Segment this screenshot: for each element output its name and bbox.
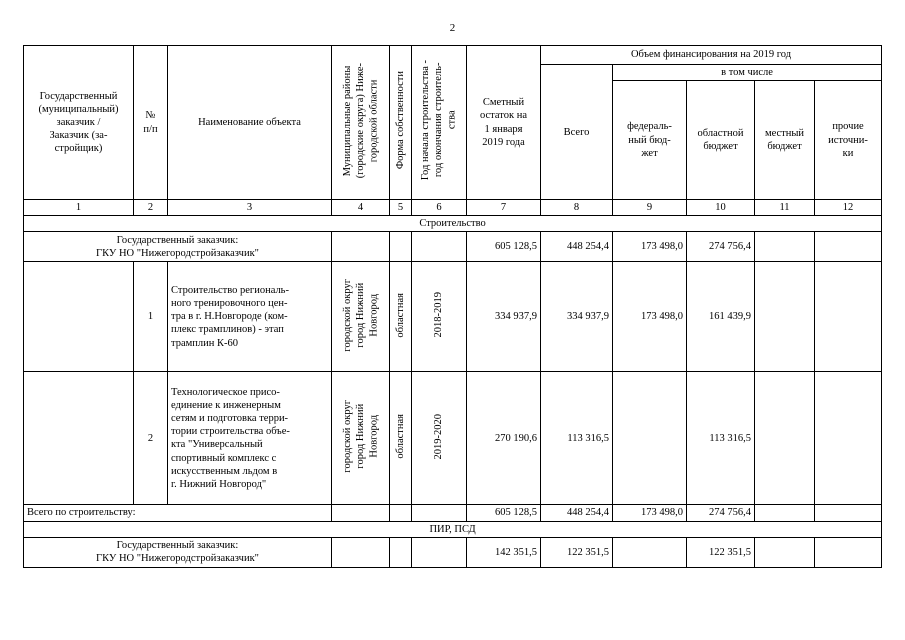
customer-estimate: 605 128,5 bbox=[467, 232, 541, 262]
customer-label: Государственный заказчик: ГКУ НО "Нижегородстройзаказчик" bbox=[24, 232, 332, 262]
construction-total-total: 448 254,4 bbox=[541, 505, 613, 521]
object-district: городской округ город Нижний Новгород bbox=[341, 278, 380, 352]
section-row bbox=[24, 521, 882, 537]
header-including: в том числе bbox=[613, 65, 882, 81]
header-federal: федераль- ный бюд- жет bbox=[613, 81, 687, 200]
object-number: 2 bbox=[134, 372, 168, 505]
design-customer-total: 122 351,5 bbox=[541, 537, 613, 567]
section-construction: Строительство bbox=[24, 216, 882, 232]
header-estimate: Сметный остаток на 1 января 2019 года bbox=[467, 46, 541, 200]
page-number: 2 bbox=[449, 22, 456, 34]
header-years-cell bbox=[412, 46, 467, 200]
object-federal bbox=[613, 372, 687, 505]
construction-total-regional: 274 756,4 bbox=[687, 505, 755, 521]
total-row bbox=[24, 505, 882, 521]
object-total: 113 316,5 bbox=[541, 372, 613, 505]
construction-total-federal: 173 498,0 bbox=[613, 505, 687, 521]
construction-total-estimate: 605 128,5 bbox=[467, 505, 541, 521]
customer-row bbox=[24, 537, 882, 567]
financing-table bbox=[23, 45, 882, 568]
header-total: Всего bbox=[541, 65, 613, 200]
table-row bbox=[24, 372, 882, 505]
header-districts-cell bbox=[332, 46, 390, 200]
object-number: 1 bbox=[134, 262, 168, 372]
section-row bbox=[24, 216, 882, 232]
header-object-name: Наименование объекта bbox=[168, 46, 332, 200]
header-financing: Объем финансирования на 2019 год bbox=[541, 46, 882, 65]
header-ownership: Форма собственности bbox=[394, 71, 406, 170]
object-total: 334 937,9 bbox=[541, 262, 613, 372]
object-district: городской округ город Нижний Новгород bbox=[341, 400, 380, 473]
customer-federal: 173 498,0 bbox=[613, 232, 687, 262]
object-name: Строительство региональ- ного тренировочного цен- тра в г. Н.Новгороде (ком- плекс трамплинов) - этап трамплин К-60 bbox=[168, 262, 332, 372]
header-districts: Муниципальные районы (городские округа) Ниже- городской области bbox=[341, 62, 380, 179]
customer-regional: 274 756,4 bbox=[687, 232, 755, 262]
col-number: 11 bbox=[755, 200, 815, 216]
col-number: 5 bbox=[390, 200, 412, 216]
header-regional: областной бюджет bbox=[687, 81, 755, 200]
section-design: ПИР, ПСД bbox=[24, 521, 882, 537]
construction-total-label: Всего по строительству: bbox=[24, 505, 332, 521]
customer-total: 448 254,4 bbox=[541, 232, 613, 262]
header-local: местный бюджет bbox=[755, 81, 815, 200]
col-number: 8 bbox=[541, 200, 613, 216]
header-other: прочие источни- ки bbox=[815, 81, 882, 200]
object-regional: 161 439,9 bbox=[687, 262, 755, 372]
col-number: 9 bbox=[613, 200, 687, 216]
header-years: Год начала строительства - год окончания строитель- ства bbox=[420, 60, 458, 181]
object-years: 2018-2019 bbox=[433, 292, 445, 338]
header-row-1 bbox=[24, 46, 882, 65]
object-federal: 173 498,0 bbox=[613, 262, 687, 372]
header-customer: Государственный (муниципальный) заказчик / Заказчик (за- стройщик) bbox=[24, 46, 134, 200]
customer-row bbox=[24, 232, 882, 262]
col-number: 4 bbox=[332, 200, 390, 216]
col-number: 3 bbox=[168, 200, 332, 216]
object-ownership: областная bbox=[394, 414, 406, 459]
object-name: Технологическое присо- единение к инженерным сетям и подготовка терри- тории строительства объе- кта "Универсальный спортивный комплекс с искусственным льдом в г. Нижний Новгород" bbox=[168, 372, 332, 505]
table-row bbox=[24, 262, 882, 372]
object-estimate: 270 190,6 bbox=[467, 372, 541, 505]
col-number: 1 bbox=[24, 200, 134, 216]
object-regional: 113 316,5 bbox=[687, 372, 755, 505]
design-customer-label: Государственный заказчик: ГКУ НО "Нижегородстройзаказчик" bbox=[24, 537, 332, 567]
object-ownership: областная bbox=[394, 292, 406, 338]
design-customer-estimate: 142 351,5 bbox=[467, 537, 541, 567]
object-estimate: 334 937,9 bbox=[467, 262, 541, 372]
column-numbers-row bbox=[24, 200, 882, 216]
col-number: 7 bbox=[467, 200, 541, 216]
col-number: 6 bbox=[412, 200, 467, 216]
col-number: 2 bbox=[134, 200, 168, 216]
header-ownership-cell bbox=[390, 46, 412, 200]
design-customer-regional: 122 351,5 bbox=[687, 537, 755, 567]
col-number: 12 bbox=[815, 200, 882, 216]
col-number: 10 bbox=[687, 200, 755, 216]
object-years: 2019-2020 bbox=[433, 413, 445, 460]
header-number: № п/п bbox=[134, 46, 168, 200]
